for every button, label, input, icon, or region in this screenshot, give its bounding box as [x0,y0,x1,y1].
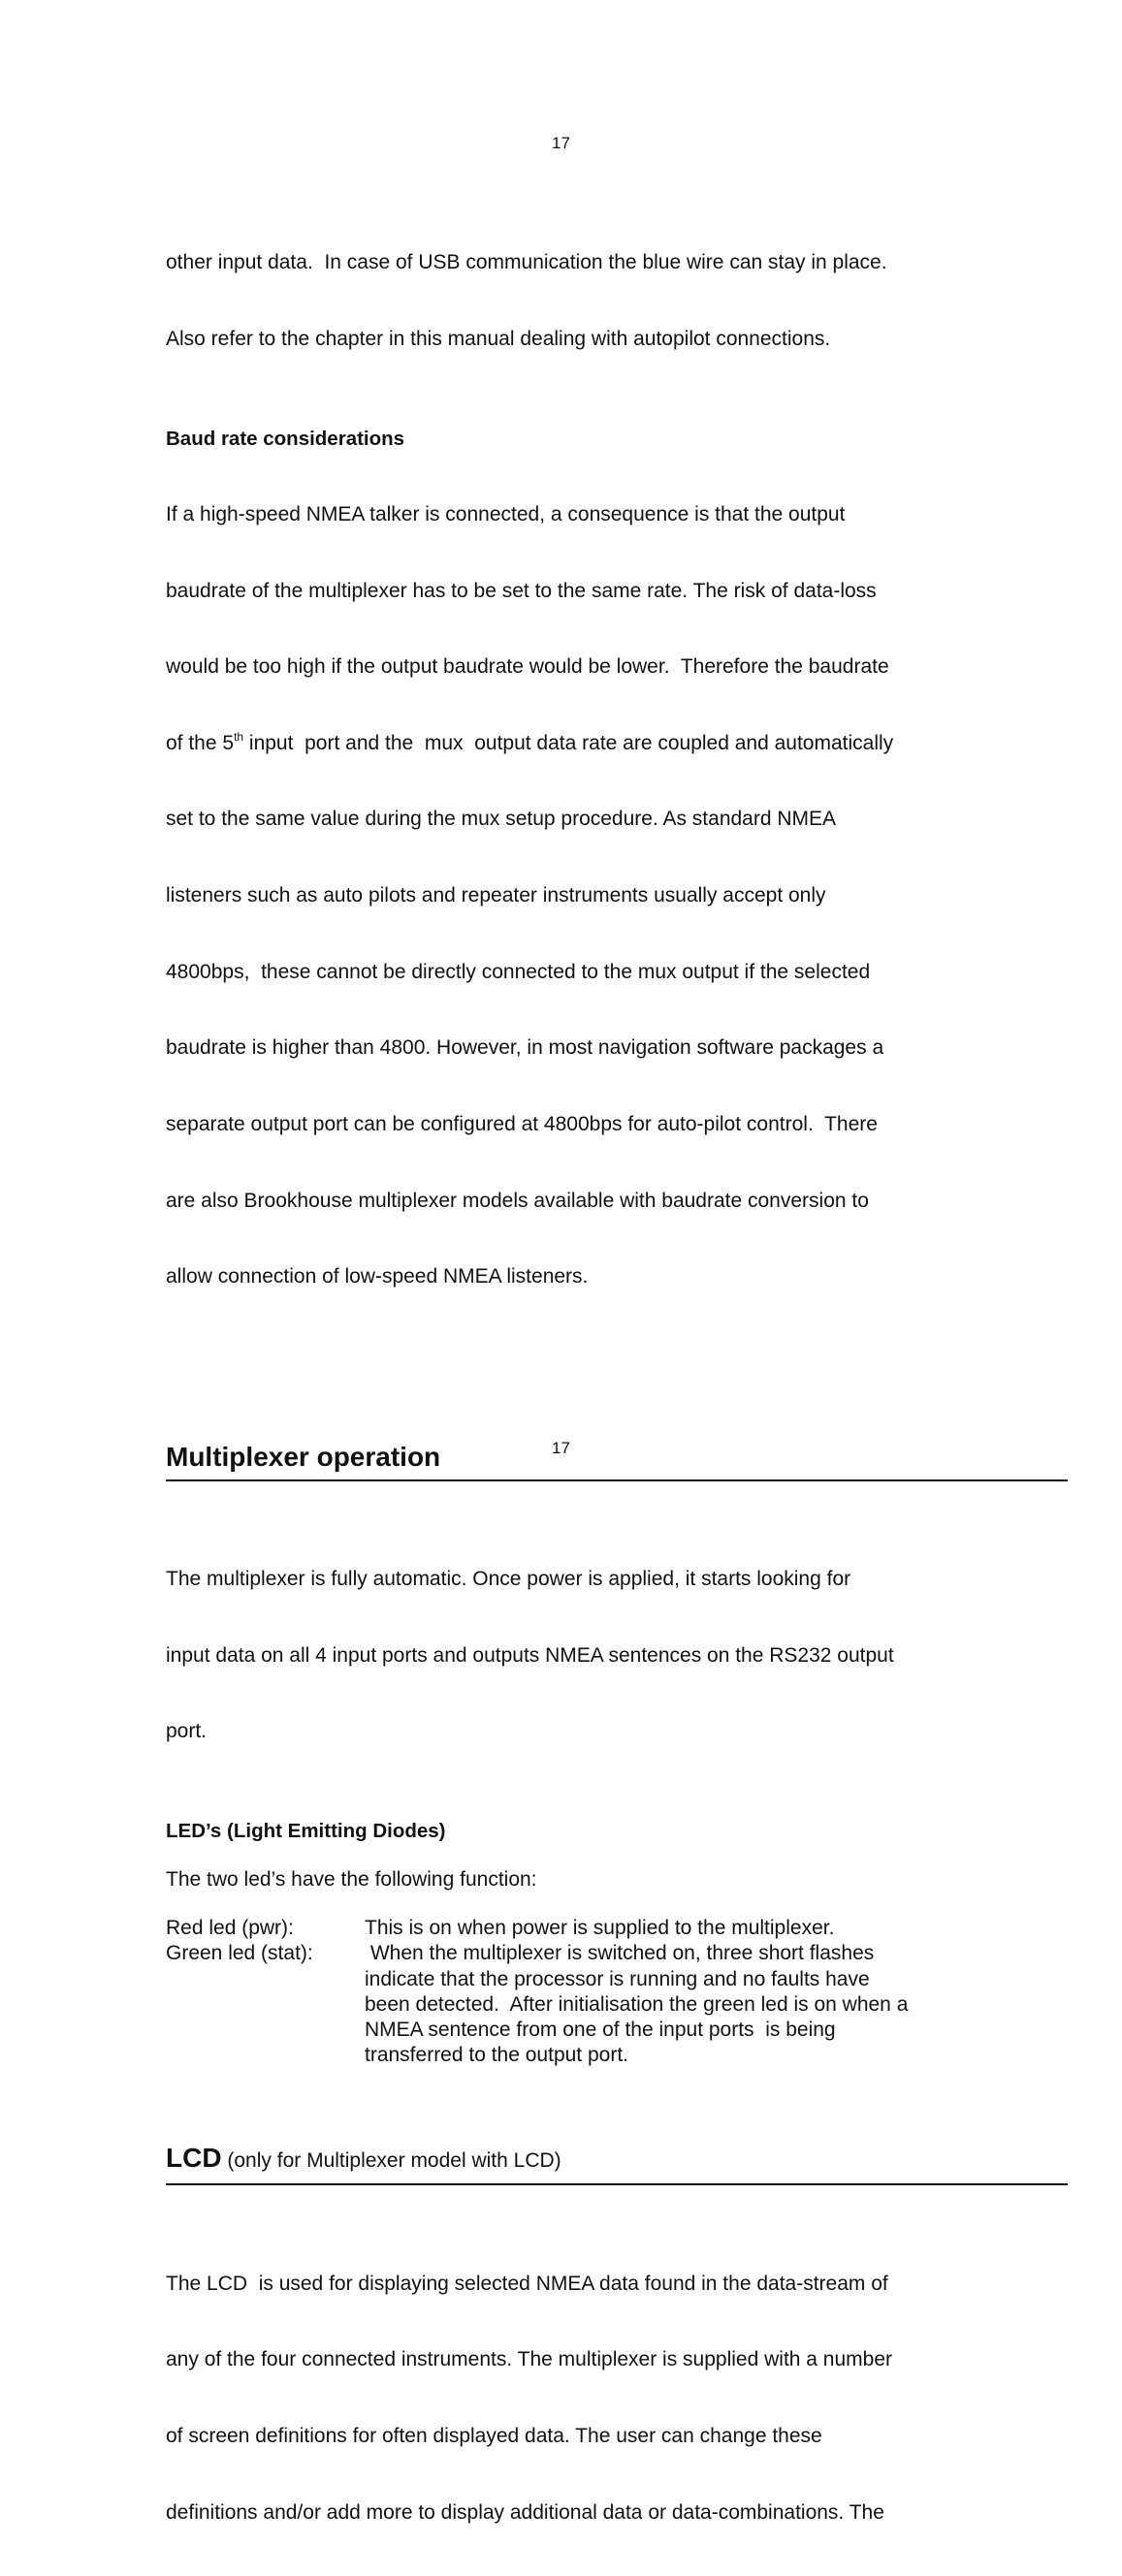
baud-rate-heading: Baud rate considerations [166,427,405,450]
text-line: listeners such as auto pilots and repeater instruments usually accept only [166,884,826,907]
text-line: set to the same value during the mux setup procedure. As standard NMEA [166,808,837,831]
text-line-with-superscript [166,731,1068,756]
multiplexer-operation-heading: Multiplexer operation [166,1441,441,1472]
text-line: NMEA sentence from one of the input ports is being [365,2018,836,2041]
text-line: definitions and/or add more to display additional data or data-combinations. The [166,2500,884,2524]
text-line: separate output port can be configured at 4800bps for auto-pilot control. There [166,1112,878,1135]
text-line: port. [166,1720,208,1743]
text-line: would be too high if the output baudrate would be lower. Therefore the baudrate [166,655,889,679]
text-line: baudrate of the multiplexer has to be set to the same rate. The risk of data-loss [166,579,877,602]
red-led-label: Red led (pwr): [166,1917,294,1940]
page-number-top: 17 [552,134,570,152]
led-row-red [166,1916,1068,1941]
text-line: 4800bps, these cannot be directly connected to the mux output if the selected [166,960,871,983]
text-line: Also refer to the chapter in this manual dealing with autopilot connections. [166,328,831,351]
intro-paragraph [166,200,1068,403]
lcd-heading-note: (only for Multiplexer model with LCD) [221,2149,561,2173]
text-line: The LCD is used for displaying selected NMEA data found in the data-stream of [166,2272,888,2295]
lcd-heading [166,2142,1068,2178]
text-line: When the multiplexer is switched on, three short flashes [365,1942,875,1965]
text-line: indicate that the processor is running and no faults have [365,1967,870,1990]
leds-heading: LED’s (Light Emitting Diodes) [166,1819,446,1842]
text-line: are also Brookhouse multiplexer models available with baudrate conversion to [166,1189,869,1212]
baud-rate-paragraph [166,452,1068,1341]
green-led-description [365,1941,1068,2068]
lcd-paragraph [166,2220,1068,2576]
lcd-heading-main: LCD [166,2143,222,2174]
text-line: The multiplexer is fully automatic. Once power is applied, it starts looking for [166,1568,851,1591]
text-line: of screen definitions for often displayed data. The user can change these [166,2425,822,2448]
led-row-green [166,1941,1068,2068]
text-line: If a high-speed NMEA talker is connected, a consequence is that the output [166,503,846,526]
text-line: other input data. In case of USB communication the blue wire can stay in place. [166,251,887,274]
text-fragment: of the 5 [166,731,235,754]
led-function-table [166,1916,1068,2068]
leds-intro: The two led’s have the following function: [166,1867,537,1891]
text-line: allow connection of low-speed NMEA listeners. [166,1265,589,1288]
operation-paragraph [166,1516,1068,1796]
text-line: any of the four connected instruments. The multiplexer is supplied with a number [166,2348,893,2371]
text-line: been detected. After initialisation the green led is on when a [365,1992,909,2016]
red-led-description: This is on when power is supplied to the multiplexer. [365,1917,835,1940]
superscript: th [234,729,244,744]
text-line: input data on all 4 input ports and outputs NMEA sentences on the RS232 output [166,1643,894,1667]
page-number-bottom: 17 [552,1439,570,1457]
green-led-label: Green led (stat): [166,1942,313,1965]
text-fragment: input port and the mux output data rate are coupled and automatically [243,731,894,754]
text-line: baudrate is higher than 4800. However, in most navigation software packages a [166,1036,884,1060]
text-line: transferred to the output port. [365,2044,628,2067]
document-body [166,200,1068,2576]
